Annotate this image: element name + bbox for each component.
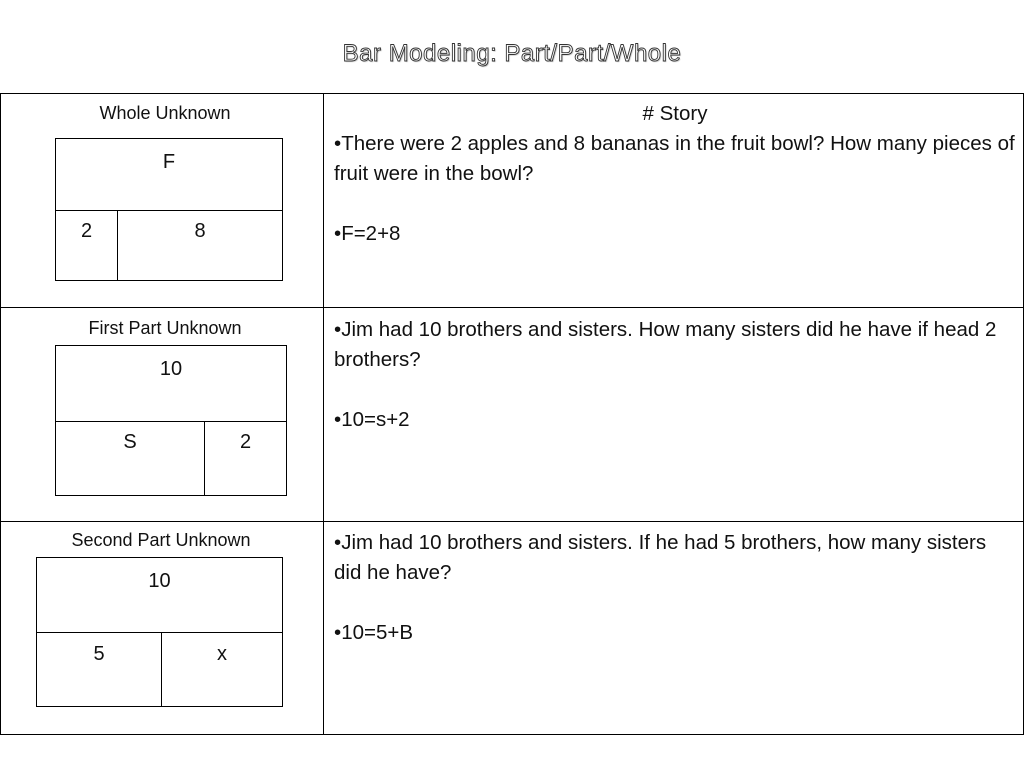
bar-model-second-part-unknown — [36, 557, 283, 707]
bar-part-a-cell: S — [56, 421, 205, 495]
slide-title: Bar Modeling: Part/Part/Whole — [342, 40, 682, 67]
story-equation: • 10=5+B — [334, 618, 1016, 648]
story-first-part-unknown — [334, 315, 1016, 435]
case-label-whole-unknown: Whole Unknown — [99, 103, 231, 123]
bar-part-b-cell: 2 — [239, 431, 252, 453]
story-whole-unknown — [334, 99, 1016, 249]
story-equation: • F=2+8 — [334, 219, 1016, 249]
story-second-part-unknown — [334, 528, 1016, 648]
case-label-second-part-unknown: Second Part Unknown — [71, 530, 251, 550]
case-label-first-part-unknown: First Part Unknown — [88, 318, 242, 338]
story-text: • There were 2 apples and 8 bananas in the fruit bowl? How many pieces of fruit were in the bowl? — [334, 129, 1016, 189]
table-row-whole-unknown — [0, 94, 1024, 307]
bar-whole-cell: 10 — [56, 346, 286, 422]
story-text: • Jim had 10 brothers and sisters. If he had 5 brothers, how many sisters did he have? — [334, 528, 1016, 588]
bar-part-b-cell: 8 — [194, 220, 206, 242]
bar-model-first-part-unknown — [55, 345, 287, 496]
bar-part-b-cell: x — [217, 643, 227, 665]
bar-part-a-cell: 2 — [56, 210, 118, 280]
part-part-whole-table — [0, 93, 1024, 735]
bar-whole-cell: 10 — [37, 558, 282, 633]
table-row-second-part-unknown — [0, 521, 1024, 736]
bar-model-whole-unknown — [55, 138, 283, 281]
table-row-first-part-unknown — [0, 307, 1024, 522]
story-heading: # Story — [642, 102, 708, 125]
story-equation: • 10=s+2 — [334, 405, 1016, 435]
story-text: • Jim had 10 brothers and sisters. How many sisters did he have if head 2 brothers? — [334, 315, 1016, 375]
bar-whole-cell: F — [56, 139, 282, 211]
bar-part-a-cell: 5 — [37, 633, 162, 706]
